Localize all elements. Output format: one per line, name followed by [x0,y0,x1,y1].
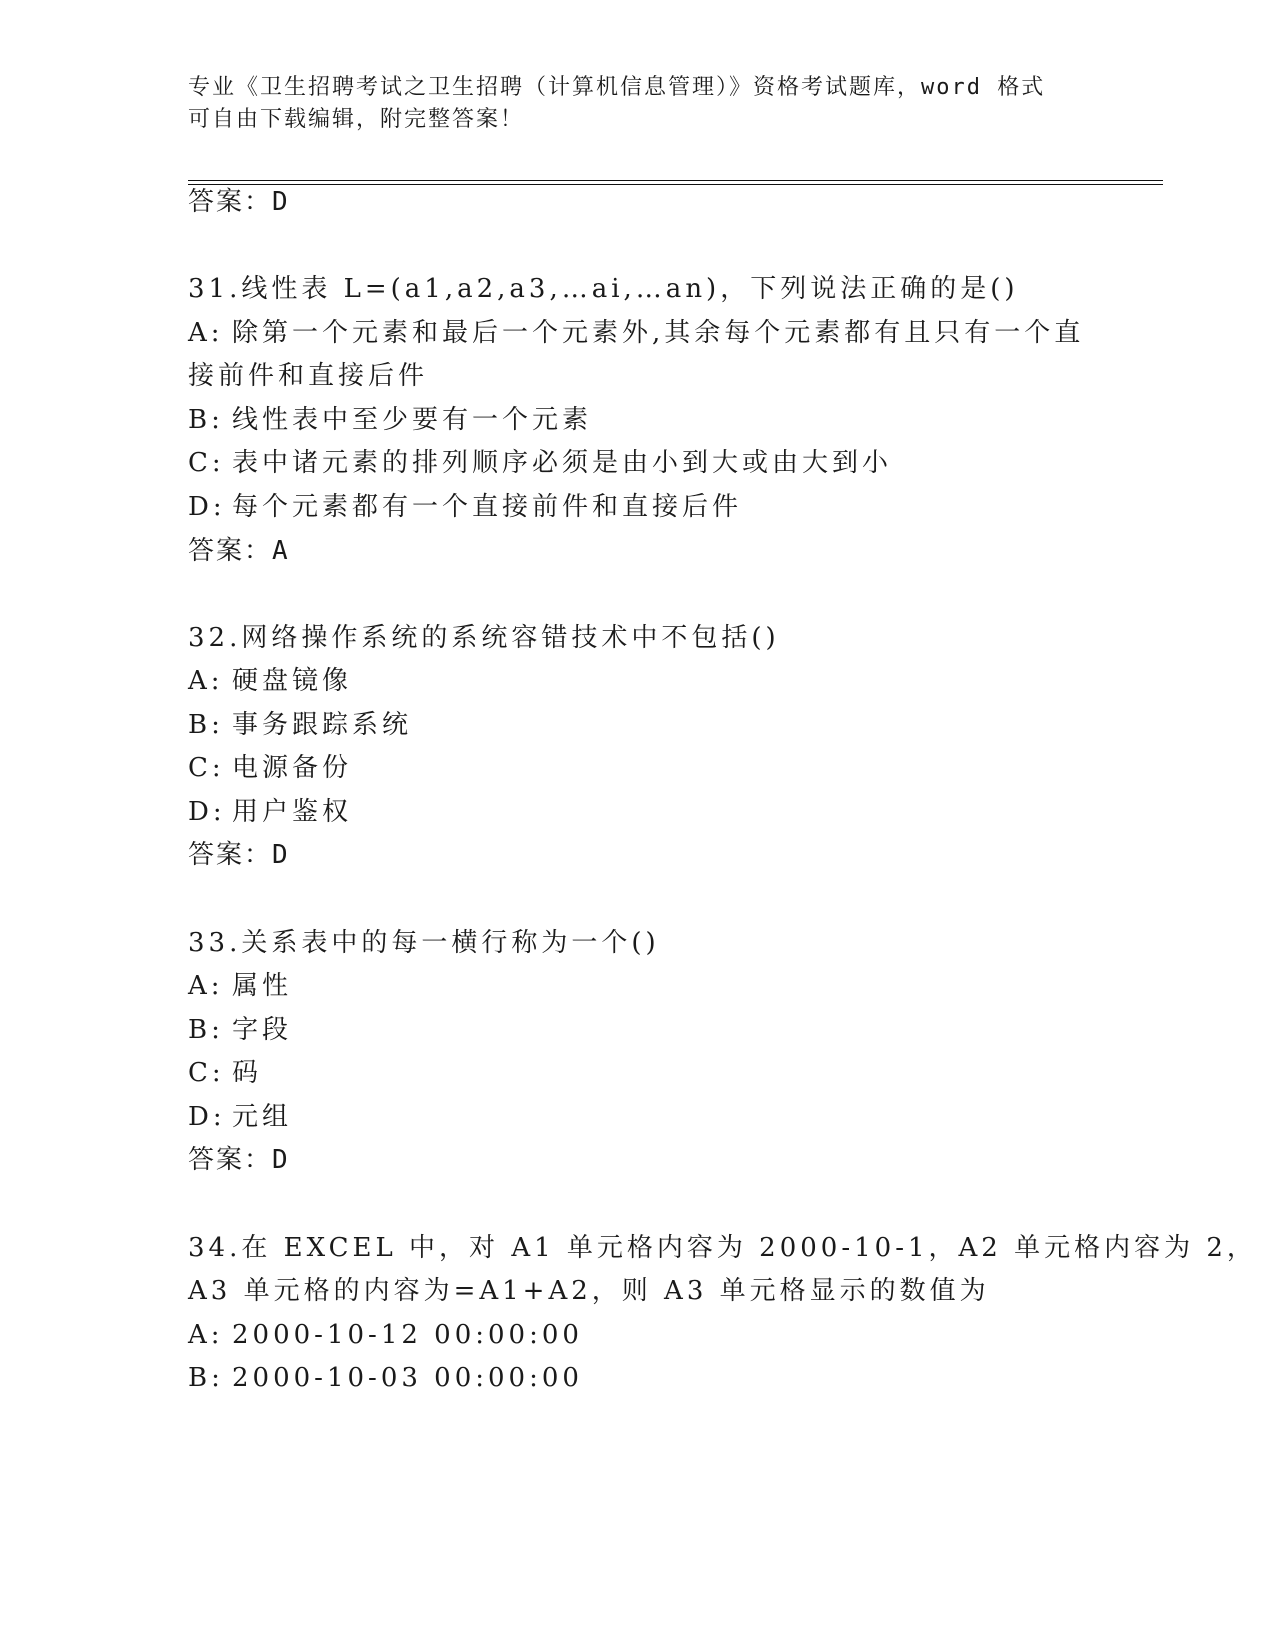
answer-line [188,838,288,872]
option-key: A: [188,971,224,1001]
header-rule-bottom [188,184,1163,185]
option-text: 每个元素都有一个直接前件和直接后件 [232,492,743,522]
option-text: 字段 [232,1015,293,1045]
question-stem-continued: A3 单元格的内容为=A1+A2，则 A3 单元格显示的数值为 [188,1276,990,1306]
option-key: B: [188,1363,224,1393]
header-line-1: 专业《卫生招聘考试之卫生招聘（计算机信息管理）》资格考试题库，word 格式 [188,75,1046,100]
answer-value: D [272,840,288,870]
option-b [188,1013,292,1047]
answer-label: 答案： [188,536,273,566]
option-b [188,1361,583,1395]
option-key: C: [188,1058,225,1088]
option-key: B: [188,710,224,740]
option-b [188,708,412,742]
option-a [188,664,352,698]
option-c [188,751,352,785]
option-key: D: [188,797,226,827]
option-a [188,1318,583,1352]
option-text: 电源备份 [232,753,353,783]
option-b [188,403,592,437]
option-text: 线性表中至少要有一个元素 [232,405,593,435]
question-stem: 34.在 EXCEL 中，对 A1 单元格内容为 2000-10-1，A2 单元格内容为 2， [188,1233,1257,1263]
option-text: 码 [232,1058,263,1088]
question-stem: 32.网络操作系统的系统容错技术中不包括() [188,623,780,653]
option-c [188,1056,262,1090]
answer-label: 答案： [188,1145,273,1175]
option-key: C: [188,753,225,783]
option-d [188,795,352,829]
option-text: 表中诸元素的排列顺序必须是由小到大或由大到小 [232,448,893,478]
option-d [188,490,742,524]
option-key: A: [188,318,224,348]
option-d [188,1100,292,1134]
option-key: C: [188,448,225,478]
answer-value: D [272,187,288,217]
answer-label: 答案： [188,840,273,870]
option-c [188,446,892,480]
option-text: 元组 [232,1102,293,1132]
option-text: 属性 [232,971,293,1001]
option-text: 硬盘镜像 [232,666,353,696]
previous-answer [188,185,288,219]
question-stem: 31.线性表 L=(a1,a2,a3,…ai,…an)，下列说法正确的是() [188,274,1019,304]
document-header [188,72,1088,136]
option-a-continued: 接前件和直接后件 [188,361,429,391]
answer-line [188,534,288,568]
option-text: 2000-10-03 00:00:00 [232,1363,583,1393]
header-rule-top [188,180,1163,181]
answer-line [188,1143,288,1177]
option-key: D: [188,1102,226,1132]
option-key: A: [188,666,224,696]
question-stem: 33.关系表中的每一横行称为一个() [188,928,660,958]
header-line-2: 可自由下载编辑，附完整答案！ [188,107,525,132]
option-a [188,316,1084,350]
option-text: 除第一个元素和最后一个元素外,其余每个元素都有且只有一个直 [232,318,1085,348]
option-key: B: [188,1015,224,1045]
option-text: 2000-10-12 00:00:00 [232,1320,583,1350]
option-a [188,969,292,1003]
answer-label: 答案： [188,187,273,217]
option-key: A: [188,1320,224,1350]
option-key: D: [188,492,226,522]
option-text: 用户鉴权 [232,797,353,827]
option-text: 事务跟踪系统 [232,710,413,740]
answer-value: A [272,536,288,566]
option-key: B: [188,405,224,435]
answer-value: D [272,1145,288,1175]
